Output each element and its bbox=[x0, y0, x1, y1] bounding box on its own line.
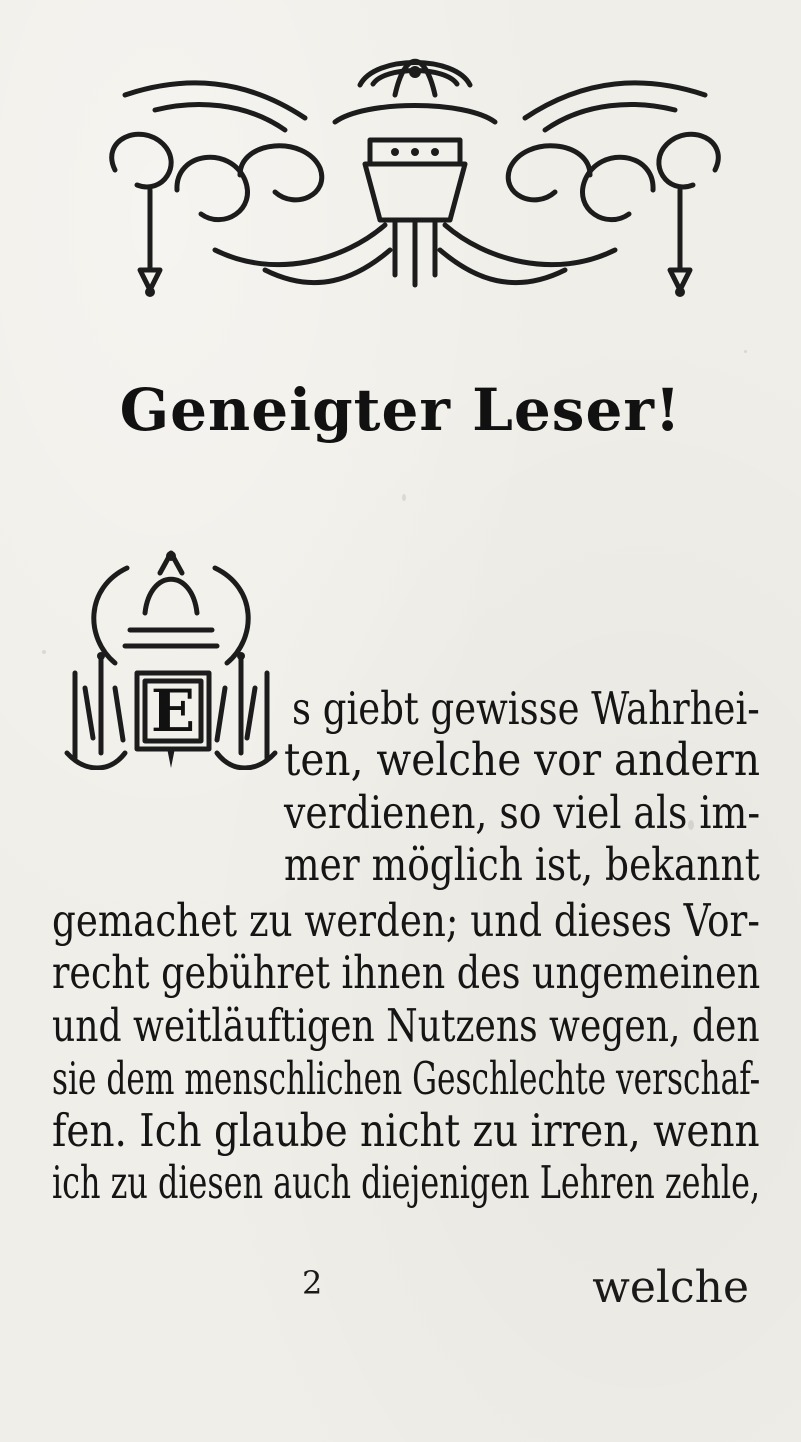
text-line-6: recht gebühret ihnen des ungemeinen bbox=[52, 946, 761, 999]
text-line-7: und weitläuftigen Nutzens wegen, den bbox=[52, 999, 760, 1052]
paper-speckle bbox=[42, 650, 46, 654]
text-line-8: sie dem menschlichen Geschlechte verschaf- bbox=[52, 1052, 761, 1105]
paper-speckle bbox=[688, 820, 694, 830]
text-line-1: s giebt gewisse Wahrhei- bbox=[292, 682, 760, 735]
catchword: welche bbox=[592, 1262, 749, 1313]
paper-speckle bbox=[402, 494, 406, 501]
text-line-3: verdienen, so viel als im- bbox=[284, 786, 761, 839]
text-line-4: mer möglich ist, bekannt bbox=[284, 838, 760, 891]
paper-speckle bbox=[744, 350, 747, 353]
text-line-5: gemachet zu werden; und dieses Vor- bbox=[52, 894, 760, 947]
text-line-2: ten, welche vor andern bbox=[284, 733, 761, 786]
text-line-9: fen. Ich glaube nicht zu irren, wenn bbox=[52, 1104, 760, 1157]
page-title: Geneigter Leser! bbox=[119, 376, 682, 444]
initial-letter: E bbox=[150, 677, 196, 745]
headpiece-ornament bbox=[95, 40, 735, 300]
text-line-10: ich zu diesen auch diejenigen Lehren zehle, bbox=[52, 1156, 761, 1209]
signature-mark: 2 bbox=[302, 1264, 323, 1302]
